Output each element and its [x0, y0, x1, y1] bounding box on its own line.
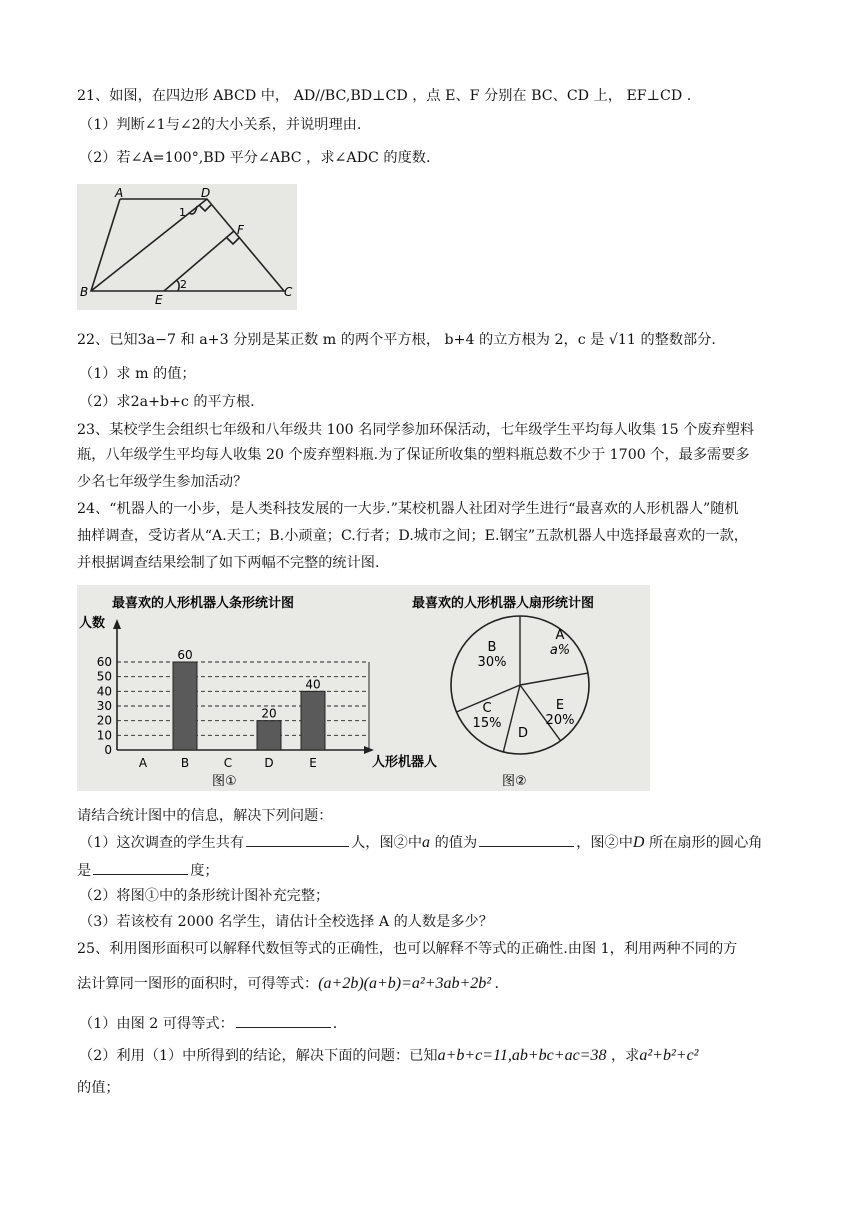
- y-tick-label: 30: [96, 699, 112, 713]
- bar: [173, 662, 197, 750]
- q25-line1: 25、利用图形面积可以解释代数恒等式的正确性，也可以解释不等式的正确性.由图 1，利用两种不同的方: [77, 941, 738, 957]
- bar-value-label: 40: [305, 677, 321, 692]
- y-tick-label: 50: [96, 669, 112, 684]
- q22-part1: （1）求 m 的值；: [79, 366, 196, 382]
- q24-part3: （3）若该校有 2000 名学生，请估计全校选择 A 的人数是多少？: [79, 914, 493, 930]
- answer-blank-identity[interactable]: [236, 1013, 331, 1028]
- pie-slice-name: E: [555, 698, 565, 713]
- pie-slice-name: D: [517, 726, 529, 741]
- label-A: A: [115, 186, 124, 200]
- bar-value-label: 20: [261, 706, 277, 721]
- q21-part2: （2）若∠A=100°,BD 平分∠ABC ，求∠ADC 的度数.: [79, 150, 431, 166]
- y-tick-label: 0: [104, 743, 112, 757]
- q24-line3: 并根据调查结果绘制了如下两幅不完整的统计图.: [77, 555, 380, 571]
- x-tick-label: A: [138, 756, 148, 770]
- q25-line2: [77, 974, 499, 994]
- q24-p1-text-b: 人，图②中: [351, 835, 423, 851]
- bar: [257, 721, 281, 750]
- pie-slice-boundary: [503, 685, 520, 752]
- q23-line2: 瓶，八年级学生平均每人收集 20 个废弃塑料瓶.为了保证所收集的塑料瓶总数不少于 1700 个，最多需要多: [77, 447, 750, 463]
- label-C: C: [284, 285, 293, 299]
- q24-line2: 抽样调查，受访者从“A.天工；B.小顽童；C.行者；D.城市之间；E.钢宝”五款机器人中选择最喜欢的一款，: [77, 528, 748, 544]
- q24-line1: 24、“机器人的一小步，是人类科技发展的一大步.”某校机器人社团对学生进行“最喜欢的人形机器人”随机: [77, 501, 739, 517]
- q22-part2: （2）求2a+b+c 的平方根.: [79, 394, 255, 410]
- pie-slice-percent: 20%: [545, 713, 575, 728]
- bar-chart-ylabel: 人数: [79, 616, 106, 631]
- q25-part2-text-c: ，求: [610, 1048, 640, 1064]
- q25-line2-text: 法计算同一图形的面积时，可得等式：: [77, 976, 319, 992]
- q25-part2-tail: 的值；: [77, 1080, 120, 1096]
- q24-p1-text-c: 的值为: [434, 835, 478, 851]
- y-tick-label: 60: [96, 655, 112, 669]
- q24-part1-line2: [77, 860, 219, 881]
- x-tick-label: E: [309, 756, 317, 770]
- x-tick-label: C: [223, 756, 233, 770]
- pie-slice-percent: a%: [549, 643, 571, 658]
- pie-slice-percent: 15%: [472, 716, 502, 731]
- answer-blank-total[interactable]: [246, 832, 349, 847]
- q24-p1-text-g: 度；: [190, 863, 219, 879]
- var-a: a: [422, 834, 431, 851]
- label-B: B: [80, 285, 89, 299]
- bar-chart-xlabel: 人形机器人: [372, 755, 438, 770]
- q25-target-expr: a²+b²+c²: [639, 1047, 699, 1064]
- q24-part2: （2）将图①中的条形统计图补充完整；: [79, 888, 330, 904]
- q22-stem: 22、已知3a−7 和 a+3 分别是某正数 m 的两个平方根， b+4 的立方根为 2，c 是 √11 的整数部分.: [77, 332, 716, 348]
- y-tick-label: 20: [96, 713, 112, 728]
- answer-blank-angle[interactable]: [93, 860, 188, 875]
- bar: [301, 691, 325, 750]
- label-F: F: [237, 223, 244, 237]
- q21-geometry-figure: [77, 184, 297, 310]
- var-D: D: [632, 834, 645, 851]
- label-E: E: [155, 293, 163, 307]
- answer-blank-a-value[interactable]: [479, 832, 574, 847]
- statistics-charts: [77, 585, 650, 791]
- y-axis-arrow: [113, 619, 121, 629]
- q25-part1-period: .: [332, 1016, 338, 1032]
- q23-line3: 少名七年级学生参加活动？: [77, 474, 248, 490]
- pie-chart-title: 最喜欢的人形机器人扇形统计图: [412, 596, 595, 611]
- q21-part1: （1）判断∠1与∠2的大小关系，并说明理由.: [79, 117, 362, 133]
- q25-identity: (a+2b)(a+b)=a²+3ab+2b² .: [318, 975, 500, 992]
- label-D: D: [201, 186, 211, 200]
- pie-slice-percent: 30%: [477, 655, 507, 670]
- quadrilateral-diagram: [77, 184, 297, 310]
- q24-p1-text-a: （1）这次调查的学生共有: [79, 835, 245, 851]
- x-tick-label: D: [264, 756, 274, 770]
- pie-slice-boundary: [520, 673, 588, 685]
- q24-intro: 请结合统计图中的信息，解决下列问题：: [77, 808, 333, 824]
- bar-value-label: 60: [177, 648, 193, 662]
- q23-line1: 23、某校学生会组织七年级和八年级共 100 名同学参加环保活动，七年级学生平均每人收集 15 个废弃塑料: [77, 422, 755, 438]
- y-tick-label: 40: [96, 684, 112, 699]
- q25-part1: [79, 1013, 337, 1034]
- angle-1-label: 1: [179, 206, 186, 219]
- q24-p1-text-f: 是: [77, 863, 92, 879]
- q21-stem: 21、如图，在四边形 ABCD 中， AD//BC,BD⊥CD ，点 E、F 分别在 BC、CD 上， EF⊥CD .: [77, 88, 692, 104]
- pie-slice-name: B: [487, 640, 497, 655]
- y-tick-label: 10: [96, 728, 112, 743]
- q24-statistics-figure: [77, 585, 650, 791]
- x-tick-label: B: [180, 756, 190, 770]
- bar-chart-title: 最喜欢的人形机器人条形统计图: [112, 596, 295, 611]
- q25-condition: a+b+c=11,ab+bc+ac=38: [437, 1047, 607, 1064]
- pie-chart-caption: 图②: [502, 774, 527, 789]
- q24-p1-text-e: 所在扇形的圆心角: [648, 835, 763, 851]
- bar-chart-caption: 图①: [212, 774, 237, 789]
- pie-slice-name: A: [555, 628, 565, 643]
- q24-p1-text-d: ，图②中: [576, 835, 633, 851]
- q24-part1-line1: [79, 832, 763, 853]
- q25-part1-text: （1）由图 2 可得等式：: [79, 1016, 234, 1032]
- q25-part2-text-a: （2）利用（1）中所得到的结论，解决下面的问题：已知: [79, 1048, 438, 1064]
- pie-slice-name: C: [482, 701, 492, 716]
- angle-2-label: 2: [180, 278, 187, 291]
- q25-part2: [79, 1046, 698, 1066]
